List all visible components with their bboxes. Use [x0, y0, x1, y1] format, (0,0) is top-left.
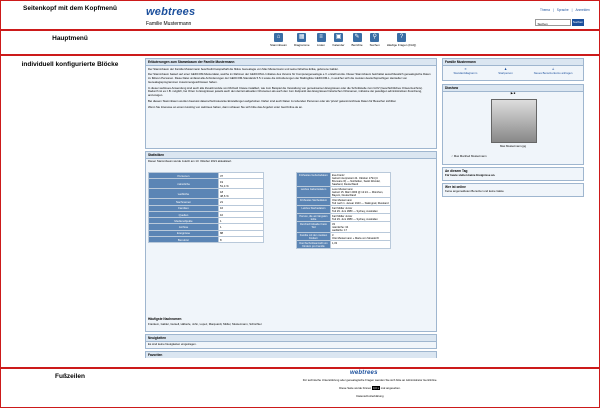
statistics-block	[145, 151, 437, 332]
count-label: Familien	[149, 205, 219, 211]
nav-stammbaum[interactable]: ⌂ Stammbaum	[270, 34, 288, 47]
record-label: Durchschnittsalter beim Tod	[297, 222, 331, 233]
annotation-blocks: individuell konfigurierte Blöcke	[21, 61, 119, 68]
slideshow-block	[442, 84, 584, 165]
today-block	[442, 167, 584, 181]
count-label: Benutzer	[149, 237, 219, 243]
footer-pagetime: Diese Seite wurde binnen 0,0 s mal angesehen.	[339, 386, 401, 390]
nav-kalender[interactable]: ▣ Kalender	[332, 34, 345, 47]
count-value: 18 48,6 %	[219, 189, 264, 199]
slideshow-person[interactable]: ♂ Max Manfred Mustermann	[451, 154, 487, 158]
record-value: 33 männliche: 34 weibliche: 17	[331, 222, 391, 233]
annotation-header: Seitenkopf mit dem Kopfmenü	[23, 5, 117, 12]
person-icon: ♟	[504, 67, 507, 71]
menu-language[interactable]: Sprache	[556, 8, 569, 12]
search-button[interactable]: Suchen	[572, 20, 584, 24]
nav-suchen[interactable]: ⚲ Suchen	[369, 34, 380, 47]
counts-table	[148, 172, 264, 243]
nav-berichte[interactable]: ✎ Berichte	[351, 34, 363, 47]
chart-icon: ▦	[298, 34, 305, 40]
record-row	[297, 198, 391, 206]
count-value: 21	[219, 199, 264, 205]
count-label: Ereignisse	[149, 230, 219, 236]
count-label: Nachnamen	[149, 199, 219, 205]
tree-icon: ⌂	[274, 33, 283, 42]
record-row	[297, 187, 391, 198]
statistics-title: Statistiken	[146, 152, 436, 159]
count-value: 37	[219, 173, 264, 179]
record-label: Person, die am längsten lebte	[297, 214, 331, 222]
calendar-icon: ▣	[335, 34, 342, 40]
record-value: 3 Otto Mustermann + Maria von Strasdorfz	[331, 233, 391, 241]
welcome-p1: Der Stammbaum der Familie Mustermann beschreibt beispielhaft die fiktive Genealogie von Max Mustermann und seiner Ehefrau Erika, geborene Gabler.	[148, 66, 339, 71]
slideshow-controls[interactable]: ▶ ■	[510, 91, 516, 95]
count-value: 88	[219, 230, 264, 236]
search-input[interactable]: Suchen	[535, 19, 571, 26]
start-person-link[interactable]: ♟ Startperson	[498, 67, 513, 75]
count-label: Archive	[149, 224, 219, 230]
slideshow-title: Diashow	[443, 85, 583, 92]
chart-icon: ✕	[464, 67, 467, 71]
count-row	[149, 189, 264, 199]
count-value: 1	[219, 224, 264, 230]
record-row	[297, 241, 391, 249]
footer-logo[interactable]: webtrees	[350, 370, 378, 376]
favorites-block	[145, 351, 437, 358]
record-label: Letztes Sterbedatum	[297, 206, 331, 214]
count-row	[149, 237, 264, 243]
records-table	[296, 172, 391, 249]
site-logo[interactable]: webtrees	[146, 6, 196, 18]
main-menu	[270, 33, 416, 47]
record-label: Frühestes Sterbedatum	[297, 198, 331, 206]
annotation-main-menu: Hauptmenü	[52, 35, 88, 42]
record-row	[297, 214, 391, 222]
count-value: 16	[219, 205, 264, 211]
online-block	[442, 183, 584, 197]
welcome-title: Erläuterungen zum Stammbaum der Familie Mustermann	[146, 59, 436, 66]
family-block-title: Familie Mustermann	[443, 59, 583, 66]
record-row	[297, 173, 391, 187]
news-title: Neuigkeiten	[146, 335, 436, 342]
privacy-link[interactable]: Datenschutzerklärung	[356, 394, 384, 398]
faq-icon: ?	[397, 33, 406, 42]
record-row	[297, 233, 391, 241]
nav-listen[interactable]: ≡ Listen	[317, 34, 326, 47]
count-label: weibliche	[149, 189, 219, 199]
menu-theme[interactable]: Thema	[540, 8, 550, 12]
slideshow-caption: Max Mustermann.jpg	[499, 144, 527, 148]
surnames-list[interactable]: Frankem, Gabler, Gutsell, Häberle, John, Lopez, Marquardt, Müller, Mustermann, Schüchter	[148, 322, 262, 326]
today-text: Für heute stehen keine Ereignisse an.	[445, 173, 496, 177]
record-value: Leon Mustermann Geburt 15. März 2003 @ 12:24 — München, Bayern, Deutschland	[331, 187, 391, 198]
count-value: 8	[219, 237, 264, 243]
portrait-image[interactable]	[491, 99, 537, 143]
welcome-p4: Bei diesem Stammbaum werden bewusst datenschutzrelevante Einstellungen aufgehoben. Daher sind auch Daten zu lebenden Personen oder als 'privat' gekennzeichnete Daten für Besucher sichtbar.	[148, 98, 397, 103]
search-icon: ⚲	[370, 33, 379, 42]
record-row	[297, 222, 391, 233]
news-text: Es sind keine Neuigkeiten eingetragen.	[148, 342, 197, 346]
nav-diagramme[interactable]: ▦ Diagramme	[294, 34, 310, 47]
footer-support[interactable]: Für technische Unterstützung oder genealogische Fragen wenden Sie sich bitte an Administrator GenOnline.	[302, 378, 438, 382]
record-label: Familie mit den meisten Kindern	[297, 233, 331, 241]
record-label: Frühestes Geburtsdatum	[297, 173, 331, 187]
count-row	[149, 179, 264, 189]
record-value: 1,33	[331, 241, 391, 249]
list-icon: ≡	[317, 33, 326, 42]
count-value: 19 51,4 %	[219, 179, 264, 189]
count-label: Personen	[149, 173, 219, 179]
surnames-title: Häufigste Nachnamen	[148, 317, 182, 321]
favorites-title: Favoriten	[146, 352, 436, 358]
record-value: Karl Müller Junior Tod 29. Juni 1880 — Sydney, Australien	[331, 206, 391, 214]
family-block	[442, 58, 584, 81]
default-chart-link[interactable]: ✕ Standarddiagramm	[453, 67, 478, 75]
record-label: Durchschnittsanzahl von Kindern pro Familie	[297, 241, 331, 249]
request-account-link[interactable]: ♙ Neues Benutzerkonto anfragen	[533, 67, 573, 75]
count-value: 10	[219, 211, 264, 217]
nav-faq[interactable]: ? Häufige Fragen (FAQ)	[386, 34, 417, 47]
record-value: Eva Frantz Geburt interpretiert 24. Oktober 1794 (3. Brumaire III) — Nohfelden, Sankt Wendel, Saarland, Deutschland	[331, 173, 391, 187]
record-value: Karl Müller Junior Tod 29. Juni 1880 — Sydney, Australien	[331, 214, 391, 222]
count-label: Quellen	[149, 211, 219, 217]
online-title: Wer ist online	[445, 185, 466, 189]
top-menu: Thema | Sprache | Anmelden	[540, 8, 590, 12]
menu-login[interactable]: Anmelden	[575, 8, 590, 12]
user-icon: ♙	[551, 67, 555, 71]
count-label: Medienobjekte	[149, 218, 219, 224]
annotation-footer: Fußzeilen	[55, 373, 85, 380]
welcome-p5: Wenn Sie Interesse an einem Hosting von webtrees haben, dann schauen Sie sich bitte das Angebot unter GenOnline.de an.	[148, 104, 303, 109]
welcome-p2: Der Stammbaum basiert auf einer GEDCOM-Musterdatei, welche im Rahmen der GEDCOM-L Initiative des Vereins für Computergenealogie e.V. erstellt wurde. Dieser Stammbaum beinhaltet ausschliesslich genealogische Daten zu fiktiven Personen. Diese Datei umfasst alle Anforderungen der GEDCOM-Standards 5.5.1 sowie die Anforderungen der Mailingliste GEDCOM-L, in welcher sich die meisten deutschsprachigen Hersteller von Genealogieprogrammen zusammengeschlossen haben.	[148, 72, 431, 84]
welcome-p3: In dieser webtrees Anwendung sind auch alle Zusatzmodule von Richard Cissée installiert, wie zum Beispiel die Verwaltung von gemeinsamen Ereignissen oder die Schnittstelle zum GOV (Geschichtliches Ortsverzeichnis). Dadurch ist es z.B. möglich, bei Orten zu Ereignissen jeweils auch den derzeit aktuellen Ortsnamen als auch den zum Zeitpunkt des Ereignisses historischen Ortsnamen, inklusive der jeweiligen administrativen Zuordnung, anzuzeigen.	[148, 85, 423, 98]
count-value: 1	[219, 218, 264, 224]
statistics-updated: Dieser Stammbaum wurde zuletzt am 13. Oktober 2021 aktualisiert.	[148, 159, 232, 163]
welcome-block	[145, 58, 437, 149]
today-title: An diesem Tag	[445, 169, 468, 173]
page-time: 0,0 s	[372, 386, 380, 390]
record-label: Letztes Geburtsdatum	[297, 187, 331, 198]
count-label: männliche	[149, 179, 219, 189]
report-icon: ✎	[354, 34, 360, 40]
news-block	[145, 334, 437, 349]
online-text: Keine angemeldeten Benutzer und keine Gäste	[445, 189, 504, 193]
record-value: Otto Mustermann Tod nach 1. Januar 1943 — Stalingrad, Russland	[332, 198, 389, 205]
record-row	[297, 206, 391, 214]
family-title[interactable]: Familie Mustermann	[146, 21, 192, 27]
